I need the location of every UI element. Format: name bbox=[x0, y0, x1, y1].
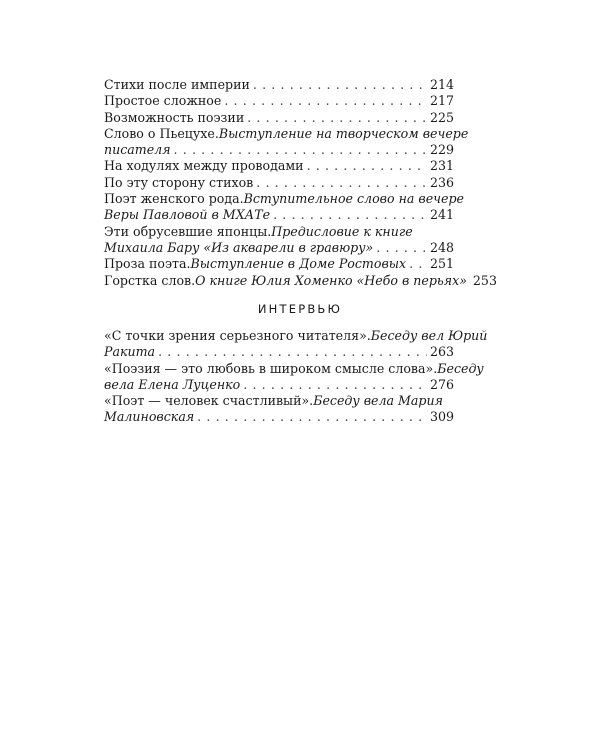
toc-entry-line bbox=[104, 377, 454, 393]
toc-entry[interactable] bbox=[104, 125, 469, 159]
toc-entry-page-number: 214 bbox=[429, 77, 454, 92]
toc-entry-subtitle: писателя bbox=[104, 142, 171, 158]
toc-entry-subtitle: Вступительное слово на вечере bbox=[243, 191, 464, 207]
toc-entry[interactable] bbox=[104, 110, 454, 126]
toc-entry-page-number: 276 bbox=[429, 376, 454, 392]
toc-entry[interactable] bbox=[104, 224, 454, 257]
toc-entry-line bbox=[104, 191, 464, 207]
dot-leader bbox=[158, 344, 427, 360]
toc-entry[interactable] bbox=[104, 175, 454, 191]
toc-entry-subtitle: Веры Павловой в МХАТе bbox=[104, 207, 271, 223]
toc-entry-subtitle: Выступление на творческом вечере bbox=[218, 125, 469, 141]
dot-leader bbox=[224, 93, 427, 109]
toc-entry-subtitle: Беседу вела Мария bbox=[313, 393, 443, 409]
toc-entry-page-number: 263 bbox=[429, 344, 454, 360]
dot-leader bbox=[273, 207, 427, 223]
toc-entry-page-number: 251 bbox=[429, 256, 454, 272]
toc-entry-subtitle: Беседу bbox=[437, 360, 484, 376]
toc-entry[interactable] bbox=[104, 256, 454, 272]
toc-entry[interactable] bbox=[104, 393, 454, 426]
dot-leader bbox=[307, 158, 427, 174]
toc-entry-subtitle: Выступление в Доме Ростовых bbox=[190, 256, 407, 272]
toc-interviews-list bbox=[104, 328, 488, 426]
toc-essays-list bbox=[104, 77, 497, 289]
toc-entry-subtitle: Беседу вел Юрий bbox=[370, 328, 488, 343]
toc-entry-line bbox=[104, 272, 497, 289]
toc-entry-title: «С точки зрения серьезного читателя». bbox=[104, 328, 371, 343]
dot-leader bbox=[253, 77, 427, 93]
dot-leader bbox=[174, 142, 427, 158]
toc-entry-subtitle: Предисловие к книге bbox=[271, 223, 413, 239]
toc-entry-line bbox=[104, 328, 488, 344]
toc-entry-line bbox=[104, 207, 454, 223]
toc-entry-line bbox=[104, 224, 454, 240]
dot-leader bbox=[409, 256, 427, 272]
toc-entry-title: На ходулях между проводами bbox=[104, 158, 304, 174]
toc-entry[interactable] bbox=[104, 191, 464, 224]
toc-entry-title: Стихи после империи bbox=[104, 77, 250, 92]
toc-entry-title: Слово о Пьецухе. bbox=[104, 125, 219, 141]
toc-entry-line bbox=[104, 393, 454, 409]
dot-leader bbox=[376, 240, 427, 256]
toc-entry[interactable] bbox=[104, 158, 454, 174]
toc-entry-subtitle: Ракита bbox=[104, 344, 156, 360]
toc-entry-title: По эту сторону стихов bbox=[104, 174, 254, 190]
toc-entry-page-number: 225 bbox=[429, 109, 454, 125]
toc-entry-subtitle: вела Елена Луценко bbox=[104, 376, 241, 392]
dot-leader bbox=[243, 377, 427, 393]
toc-entry-subtitle: Малиновская bbox=[104, 409, 195, 425]
toc-entry-line bbox=[104, 409, 454, 425]
section-heading-interviews: ИНТЕРВЬЮ bbox=[257, 302, 343, 316]
toc-entry-page-number: 248 bbox=[429, 239, 454, 255]
toc-entry-page-number: 309 bbox=[429, 409, 454, 425]
toc-entry-page-number: 253 bbox=[472, 272, 497, 288]
toc-entry-subtitle: О книге Юлия Хоменко «Небо в перьях» bbox=[195, 272, 467, 288]
toc-entry[interactable] bbox=[104, 272, 497, 289]
toc-entry[interactable] bbox=[104, 77, 454, 93]
toc-entry-title: Проза поэта. bbox=[104, 256, 191, 272]
toc-entry-line bbox=[104, 344, 454, 360]
toc-entry[interactable] bbox=[104, 328, 488, 361]
dot-leader bbox=[256, 175, 427, 191]
toc-entry-title: Эти обрусевшие японцы. bbox=[104, 223, 272, 239]
toc-entry-title: «Поэзия — это любовь в широком смысле слова». bbox=[104, 360, 438, 376]
toc-entry-line bbox=[104, 77, 454, 93]
toc-entry-subtitle: Михаила Бару «Из акварели в гравюру» bbox=[104, 239, 374, 255]
toc-entry-page-number: 229 bbox=[429, 142, 454, 158]
dot-leader bbox=[247, 110, 427, 126]
toc-entry-page-number: 241 bbox=[429, 207, 454, 223]
toc-entry-title: Поэт женского рода. bbox=[104, 191, 244, 207]
toc-entry-line bbox=[104, 142, 454, 158]
toc-entry-line bbox=[104, 360, 484, 377]
toc-entry-title: Горстка слов. bbox=[104, 272, 196, 288]
toc-entry[interactable] bbox=[104, 93, 454, 109]
toc-entry-title: «Поэт — человек счастливый». bbox=[104, 393, 314, 409]
toc-entry-title: Возможность поэзии bbox=[104, 109, 245, 125]
toc-entry-title: Простое сложное bbox=[104, 93, 222, 109]
toc-entry-line bbox=[104, 240, 454, 256]
toc-entry-line bbox=[104, 175, 454, 191]
toc-entry-line bbox=[104, 125, 469, 142]
toc-entry[interactable] bbox=[104, 360, 484, 394]
toc-entry-page-number: 217 bbox=[429, 93, 454, 109]
toc-entry-line bbox=[104, 93, 454, 109]
dot-leader bbox=[197, 409, 427, 425]
toc-entry-line bbox=[104, 158, 454, 174]
toc-entry-line bbox=[104, 110, 454, 126]
toc-entry-page-number: 236 bbox=[429, 174, 454, 190]
toc-entry-page-number: 231 bbox=[429, 158, 454, 174]
toc-entry-line bbox=[104, 256, 454, 272]
